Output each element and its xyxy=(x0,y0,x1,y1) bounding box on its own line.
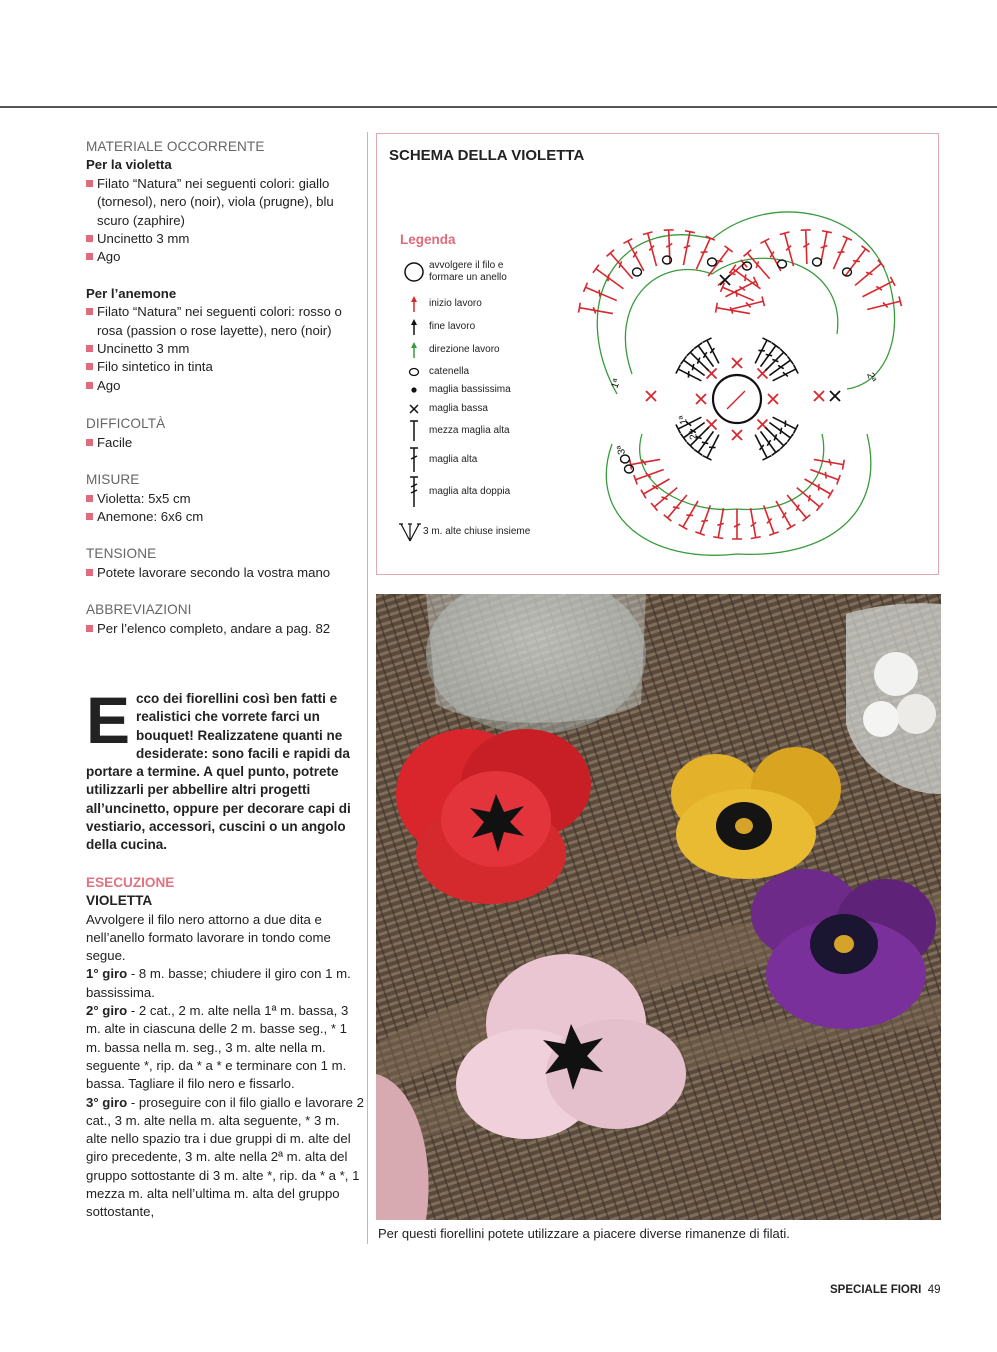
outer-stitch-mark xyxy=(746,507,761,538)
photo-caption: Per questi fiorellini potete utilizzare a piacere diverse rimanenze di filati. xyxy=(378,1226,790,1241)
chain-icon xyxy=(408,367,420,377)
outer-stitch-mark xyxy=(866,296,901,314)
section-title: ABBREVIAZIONI xyxy=(86,602,192,618)
round-3 xyxy=(86,1094,364,1222)
half-double-icon xyxy=(408,420,420,442)
outer-stitch-mark xyxy=(829,236,852,271)
round-text: - 8 m. basse; chiudere il giro con 1 m. bassissima. xyxy=(86,966,351,1000)
single-crochet-mark xyxy=(646,391,656,401)
direction-arrow-icon xyxy=(409,342,419,358)
double-crochet-icon xyxy=(408,447,420,473)
single-crochet-mark xyxy=(732,430,742,440)
outer-stitch-mark xyxy=(852,260,884,290)
double-crochet-mark xyxy=(762,424,787,449)
list-item: Anemone: 6x6 cm xyxy=(86,508,361,526)
round-label: 1° giro xyxy=(86,966,128,982)
double-crochet-mark xyxy=(762,349,787,374)
list-item: Uncinetto 3 mm xyxy=(86,340,361,358)
outer-stitch-mark xyxy=(802,475,833,499)
list-item: Filato “Natura” nei seguenti colori: rosso o rosa (passion o rose layette), nero (noir) xyxy=(86,303,361,340)
double-crochet-mark xyxy=(681,356,708,379)
single-crochet-mark xyxy=(720,275,730,285)
round-1 xyxy=(86,965,364,1002)
crochet-schema xyxy=(376,133,939,575)
list-item: Ago xyxy=(86,248,361,266)
legend-item: mezza maglia alta xyxy=(399,421,510,441)
double-crochet-mark xyxy=(756,343,779,370)
list-item: Violetta: 5x5 cm xyxy=(86,490,361,508)
chain-mark xyxy=(621,455,630,463)
end-arrow-icon xyxy=(409,319,419,335)
legend-item: 3 m. alte chiuse insieme xyxy=(397,522,530,542)
size-section xyxy=(86,471,361,526)
schema-title: SCHEMA DELLA VIOLETTA xyxy=(389,147,585,164)
direction-path xyxy=(606,434,871,555)
outer-stitch-mark xyxy=(744,250,774,282)
outer-stitch-mark xyxy=(813,454,844,469)
page-footer xyxy=(830,1284,941,1296)
legend-item: direzione lavoro xyxy=(399,340,500,360)
anemone-subtitle: Per l’anemone xyxy=(86,285,177,301)
outer-stitch-mark xyxy=(704,246,732,279)
outer-stitch-mark xyxy=(630,454,661,469)
materials-section xyxy=(86,138,361,395)
dc3tog-icon xyxy=(398,522,422,542)
outer-stitch-mark xyxy=(607,250,637,282)
single-crochet-mark xyxy=(830,391,840,401)
outer-stitch-mark xyxy=(801,230,812,264)
outer-stitch-mark xyxy=(713,507,728,538)
chain-mark xyxy=(778,260,787,268)
round-text: - 2 cat., 2 m. alte nella 1ª m. bassa, 3 m. alte in ciascuna delle 2 m. basse seg., * 1 m. bassa nella m. seg., 3 m. alte nella m. seguente *, rip. da * a * e terminare con 1 m. bassa. Tagliare il filo nero e fissarlo. xyxy=(86,1003,349,1092)
double-crochet-mark xyxy=(766,356,793,379)
section-title: MATERIALE OCCORRENTE xyxy=(86,139,265,154)
footer-title: SPECIALE FIORI xyxy=(830,1284,922,1296)
legend-item: catenella xyxy=(399,362,469,382)
drop-cap: E xyxy=(86,683,131,757)
double-crochet-mark xyxy=(766,418,793,441)
section-title: DIFFICOLTÀ xyxy=(86,416,166,432)
single-crochet-mark xyxy=(732,358,742,368)
violet-chart-diagram xyxy=(547,184,927,564)
double-crochet-mark xyxy=(751,432,772,460)
tension-section xyxy=(86,545,361,582)
outer-stitch-mark xyxy=(730,265,763,293)
start-arrow-icon xyxy=(409,296,419,312)
crochet-flowers-photo xyxy=(376,594,941,1220)
direction-path xyxy=(640,434,824,510)
chain-mark xyxy=(633,268,642,276)
double-crochet-mark xyxy=(770,413,798,434)
execution-subtitle: VIOLETTA xyxy=(86,893,153,909)
double-crochet-mark xyxy=(694,343,717,370)
legend-item: maglia alta xyxy=(399,450,477,470)
outer-stitch-mark xyxy=(634,465,666,485)
outer-stitch-mark xyxy=(593,265,626,293)
page-number: 49 xyxy=(927,1284,941,1296)
single-crochet-mark xyxy=(814,391,824,401)
double-crochet-mark xyxy=(703,432,724,460)
direction-path xyxy=(625,258,837,374)
list-item: Facile xyxy=(86,434,361,452)
section-title: TENSIONE xyxy=(86,546,157,562)
double-crochet-mark xyxy=(676,365,704,386)
outer-stitch-mark xyxy=(729,296,764,314)
round-2 xyxy=(86,1002,364,1093)
photo-illustration xyxy=(376,594,941,1220)
chain-mark xyxy=(813,258,822,266)
legend-item: maglia bassissima xyxy=(399,380,511,400)
double-crochet-mark xyxy=(756,428,779,455)
top-rule xyxy=(0,106,997,108)
list-item: Per l’elenco completo, andare a pag. 82 xyxy=(86,620,361,638)
slip-stitch-icon xyxy=(410,386,418,394)
outer-stitch-mark xyxy=(721,283,756,305)
double-crochet-mark xyxy=(770,365,798,386)
violetta-subtitle: Per la violetta xyxy=(86,157,172,173)
materials-sidebar xyxy=(86,138,361,652)
treble-crochet-icon xyxy=(408,476,420,508)
start-arrow xyxy=(727,391,745,409)
outer-stitch-mark xyxy=(679,498,703,529)
single-crochet-mark xyxy=(768,394,778,404)
abbreviations-section xyxy=(86,601,361,638)
outer-stitch-mark xyxy=(816,231,832,266)
execution-intro: Avvolgere il filo nero attorno a due dita e nell’anello formato lavorare in tondo come segue. xyxy=(86,911,331,964)
section-title: MISURE xyxy=(86,472,140,488)
double-crochet-mark xyxy=(751,338,772,366)
legend-title: Legenda xyxy=(400,232,456,247)
list-item: Potete lavorare secondo la vostra mano xyxy=(86,564,361,582)
double-crochet-mark xyxy=(687,349,712,374)
list-item: Filato “Natura” nei seguenti colori: giallo (tornesol), nero (noir), viola (prugne), blu scuro (zaphire) xyxy=(86,175,361,230)
outer-stitch-mark xyxy=(579,303,614,319)
round-label: 1ª xyxy=(609,377,623,391)
legend-item: fine lavoro xyxy=(399,317,475,337)
list-item: Filo sintetico in tinta xyxy=(86,358,361,376)
column-rule xyxy=(367,132,368,1244)
execution-section xyxy=(86,874,364,1222)
outer-stitch-mark xyxy=(641,475,672,499)
round-label: 3° giro xyxy=(86,1094,128,1110)
difficulty-section xyxy=(86,415,361,452)
list-item: Ago xyxy=(86,377,361,395)
legend-item: inizio lavoro xyxy=(399,294,482,314)
legend-item: maglia alta doppia xyxy=(399,482,510,502)
single-crochet-icon xyxy=(409,404,419,414)
round-label: 2ª xyxy=(687,429,700,441)
round-label: 2° giro xyxy=(86,1003,128,1019)
round-label: 2ª xyxy=(864,371,878,384)
outer-stitch-mark xyxy=(860,277,895,301)
chain-mark xyxy=(708,258,717,266)
list-item: Uncinetto 3 mm xyxy=(86,230,361,248)
round-text: - proseguire con il filo giallo e lavorare 2 cat., 3 m. alte nella m. alta seguente, * 3 m. alte nello spazio tra i due gruppi di m. alte del giro precedente, 3 m. alte nella 2ª m. alta del gruppo sottostante di 3 m. alte *, rip. da * a *, 1 mezza m. alta nell’ultima m. alta del gruppo sottostante, xyxy=(86,1094,364,1220)
outer-stitch-mark xyxy=(732,509,742,539)
round-label: 1ª xyxy=(677,414,690,426)
outer-stitch-mark xyxy=(772,498,796,529)
intro-text: cco dei fiorellini così ben fatti e realistici che vorrete farci un bouquet! Realizzatene quanti ne desiderate: sono facili e rapidi da portare a termine. A quel punto, potrete utilizzarli per abbellire altri progetti all’uncinetto, oppure per decorare capi di vestiario, accessori, cuscini o un angolo della cucina. xyxy=(86,691,351,853)
outer-stitch-mark xyxy=(584,283,619,305)
legend-item: avvolgere il filo e formare un anello xyxy=(399,260,529,284)
outer-stitch-mark xyxy=(841,246,869,279)
round-label: 3ª xyxy=(615,444,628,456)
intro-paragraph xyxy=(86,683,364,855)
execution-title: ESECUZIONE xyxy=(86,875,175,890)
ring-icon xyxy=(403,261,425,283)
outer-stitch-mark xyxy=(679,231,695,266)
double-crochet-mark xyxy=(703,338,724,366)
single-crochet-mark xyxy=(696,394,706,404)
legend-item: maglia bassa xyxy=(399,399,488,419)
